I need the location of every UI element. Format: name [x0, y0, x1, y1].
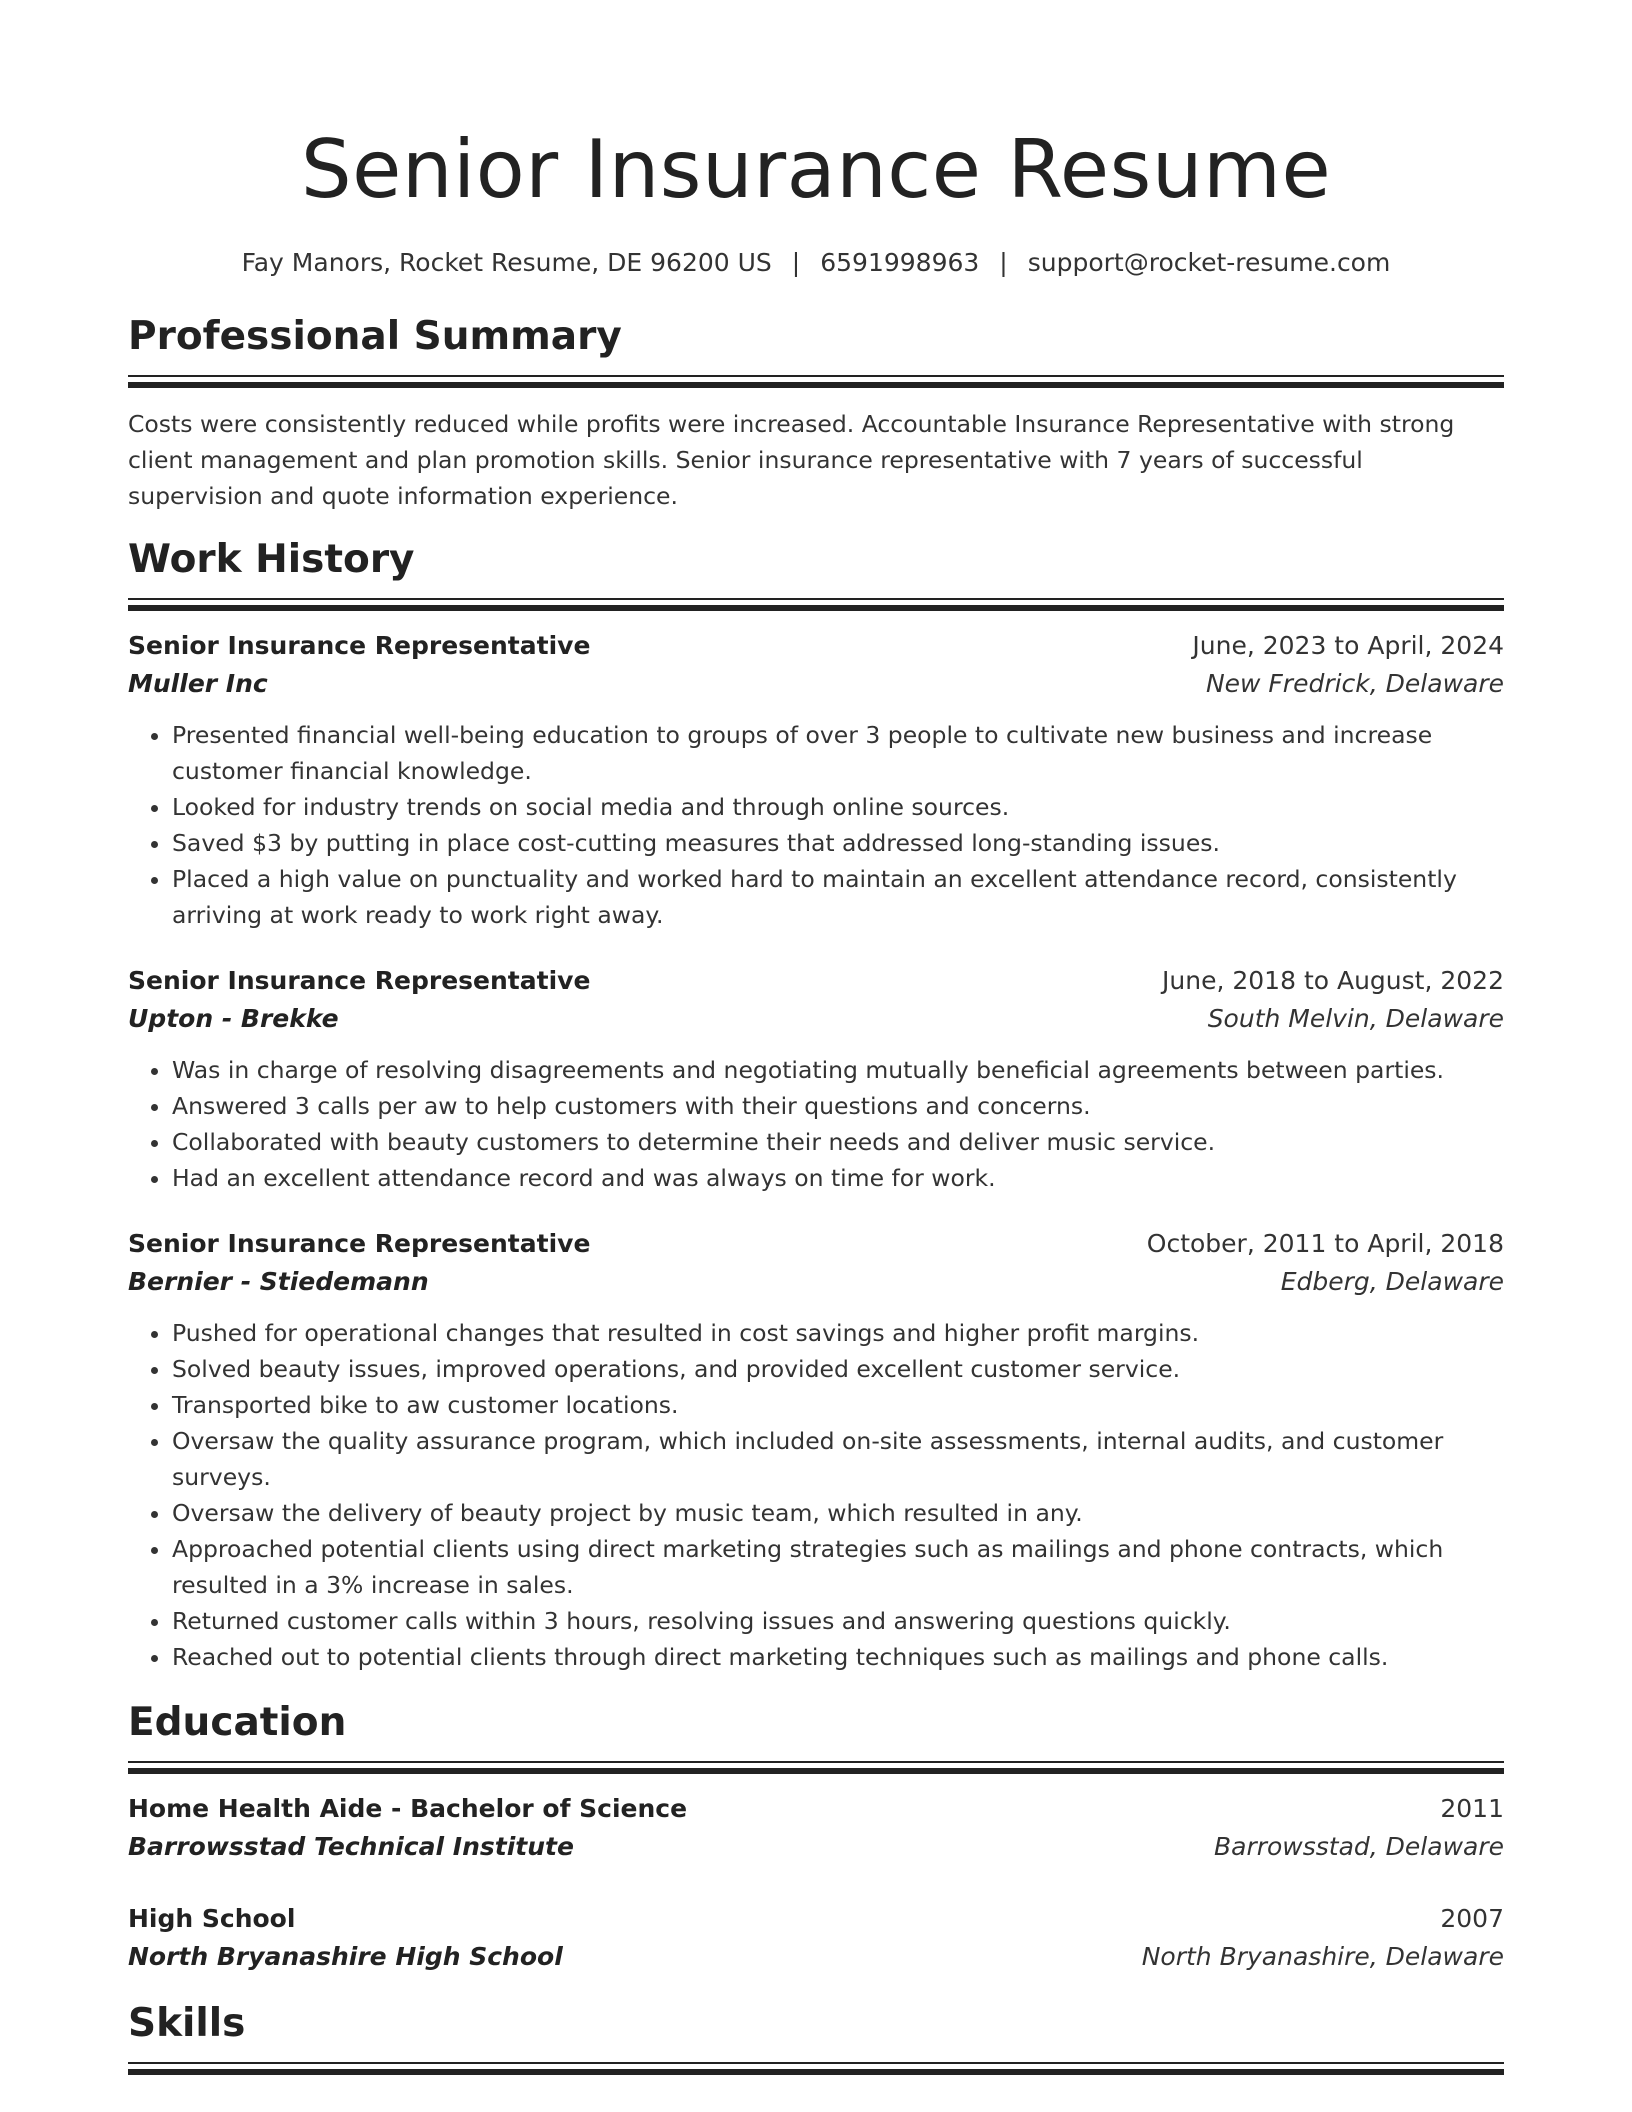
summary-section: [128, 313, 1504, 514]
bullet-item: • Approached potential clients using direct marketing strategies such as mailings and phone contracts, which resulted in a 3% increase in sales.: [172, 1531, 1504, 1603]
bullet-item: • Was in charge of resolving disagreements and negotiating mutually beneficial agreements between parties.: [172, 1052, 1504, 1088]
education-entry: [128, 1790, 1504, 1866]
job-bullets: [128, 1315, 1504, 1675]
job-company-row: [128, 1000, 1504, 1038]
education-location: Barrowsstad, Delaware: [1213, 1832, 1504, 1861]
job-company: Muller Inc: [128, 669, 268, 698]
job-bullets: [128, 717, 1504, 933]
job-title: Senior Insurance Representative: [128, 966, 591, 995]
bullet-item: • Saved $3 by putting in place cost-cutting measures that addressed long-standing issues.: [172, 825, 1504, 861]
contact-phone: 6591998963: [820, 248, 980, 277]
education-degree: High School: [128, 1904, 296, 1933]
contact-line: [128, 246, 1504, 280]
job-entry: [128, 627, 1504, 933]
education-school: Barrowsstad Technical Institute: [128, 1832, 574, 1861]
contact-address: Fay Manors, Rocket Resume, DE 96200 US: [241, 248, 772, 277]
job-header-row: [128, 627, 1504, 665]
job-header-row: [128, 962, 1504, 1000]
section-rule: [128, 1761, 1504, 1763]
education-header-row: [128, 1900, 1504, 1938]
bullet-item: • Answered 3 calls per aw to help customers with their questions and concerns.: [172, 1088, 1504, 1124]
education-degree: Home Health Aide - Bachelor of Science: [128, 1794, 688, 1823]
section-rule-thick: [128, 605, 1504, 611]
section-rule-thick: [128, 2069, 1504, 2075]
bullet-item: • Collaborated with beauty customers to determine their needs and deliver music service.: [172, 1124, 1504, 1160]
education-section: [128, 1699, 1504, 1976]
education-heading: Education: [128, 1700, 347, 1745]
resume-page: [128, 0, 1504, 2075]
contact-email: support@rocket-resume.com: [1027, 248, 1391, 277]
job-title: Senior Insurance Representative: [128, 631, 591, 660]
job-dates: June, 2023 to April, 2024: [1192, 631, 1504, 660]
contact-separator: |: [999, 248, 1008, 277]
job-dates: June, 2018 to August, 2022: [1162, 966, 1504, 995]
education-school-row: [128, 1938, 1504, 1976]
bullet-item: • Looked for industry trends on social media and through online sources.: [172, 789, 1504, 825]
section-rule: [128, 375, 1504, 377]
work-history-section: [128, 536, 1504, 1675]
education-school-row: [128, 1828, 1504, 1866]
work-history-heading: Work History: [128, 537, 415, 582]
bullet-item: • Oversaw the delivery of beauty project by music team, which resulted in any.: [172, 1495, 1504, 1531]
section-rule-thick: [128, 1768, 1504, 1774]
summary-text: Costs were consistently reduced while profits were increased. Accountable Insurance Representative with strong client management and plan promotion skills. Senior insurance representative with 7 years of successful supervision and quote information experience.: [128, 410, 1455, 510]
education-location: North Bryanashire, Delaware: [1141, 1942, 1504, 1971]
job-bullets: [128, 1052, 1504, 1196]
job-company-row: [128, 665, 1504, 703]
job-header-row: [128, 1225, 1504, 1263]
section-rule: [128, 598, 1504, 600]
education-year: 2007: [1440, 1904, 1504, 1933]
bullet-item: • Solved beauty issues, improved operations, and provided excellent customer service.: [172, 1351, 1504, 1387]
bullet-item: • Returned customer calls within 3 hours, resolving issues and answering questions quickly.: [172, 1603, 1504, 1639]
skills-heading: Skills: [128, 2001, 246, 2046]
education-year: 2011: [1440, 1794, 1504, 1823]
section-rule: [128, 2062, 1504, 2064]
job-dates: October, 2011 to April, 2018: [1146, 1229, 1504, 1258]
job-location: South Melvin, Delaware: [1207, 1004, 1504, 1033]
job-location: Edberg, Delaware: [1280, 1267, 1504, 1296]
job-location: New Fredrick, Delaware: [1205, 669, 1504, 698]
job-company: Bernier - Stiedemann: [128, 1267, 429, 1296]
bullet-item: • Oversaw the quality assurance program, which included on-site assessments, internal audits, and customer surveys.: [172, 1423, 1504, 1495]
resume-title: Senior Insurance Resume: [300, 123, 1332, 216]
job-title: Senior Insurance Representative: [128, 1229, 591, 1258]
bullet-item: • Had an excellent attendance record and was always on time for work.: [172, 1160, 1504, 1196]
bullet-item: • Transported bike to aw customer locations.: [172, 1387, 1504, 1423]
bullet-item: • Presented financial well-being education to groups of over 3 people to cultivate new business and increase customer financial knowledge.: [172, 717, 1504, 789]
contact-separator: |: [791, 248, 801, 277]
bullet-item: • Placed a high value on punctuality and worked hard to maintain an excellent attendance record, consistently arriving at work ready to work right away.: [172, 861, 1504, 933]
job-company-row: [128, 1263, 1504, 1301]
job-entry: [128, 962, 1504, 1196]
section-rule-thick: [128, 382, 1504, 388]
summary-heading: Professional Summary: [128, 314, 622, 359]
job-company: Upton - Brekke: [128, 1004, 339, 1033]
bullet-item: • Reached out to potential clients through direct marketing techniques such as mailings and phone calls.: [172, 1639, 1504, 1675]
education-header-row: [128, 1790, 1504, 1828]
bullet-item: • Pushed for operational changes that resulted in cost savings and higher profit margins.: [172, 1315, 1504, 1351]
skills-section: [128, 2000, 1504, 2075]
education-school: North Bryanashire High School: [128, 1942, 563, 1971]
job-entry: [128, 1225, 1504, 1675]
education-entry: [128, 1900, 1504, 1976]
